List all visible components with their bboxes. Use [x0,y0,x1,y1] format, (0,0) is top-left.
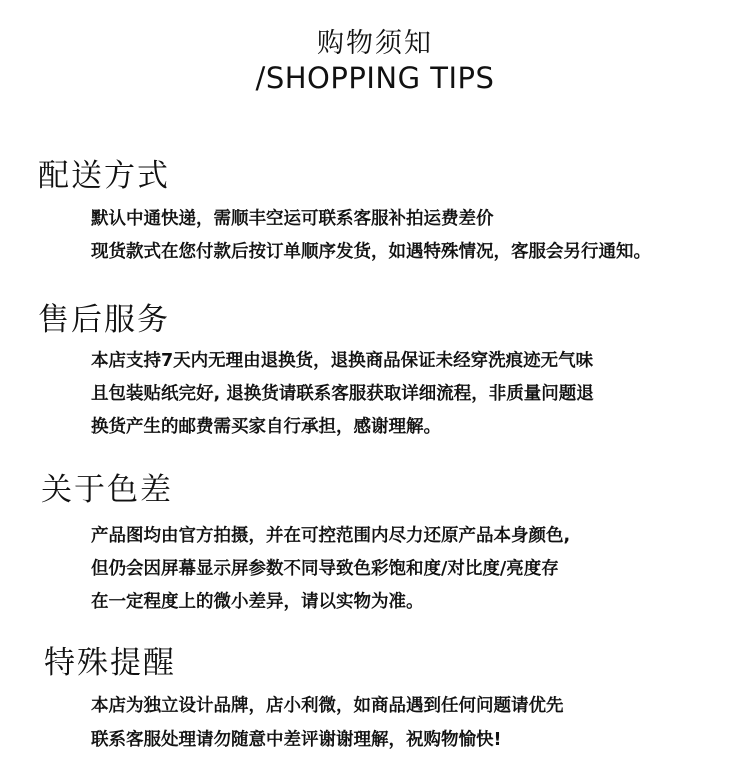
delivery-line-2: 现货款式在您付款后按订单顺序发货，如遇特殊情况，客服会另行通知。 [91,242,651,262]
after-sales-line-2: 且包装贴纸完好, 退换货请联系客服获取详细流程，非质量问题退 [91,384,594,404]
special-notice-line-2: 联系客服处理请勿随意中差评谢谢理解，祝购物愉快! [91,730,502,750]
delivery-line-1: 默认中通快递，需顺丰空运可联系客服补拍运费差价 [91,209,494,229]
section-title-after-sales: 售后服务 [38,302,170,338]
section-title-color-difference: 关于色差 [41,472,173,508]
special-notice-line-1: 本店为独立设计品牌，店小利微，如商品遇到任何问题请优先 [91,696,564,716]
color-difference-line-3: 在一定程度上的微小差异，请以实物为准。 [91,592,424,612]
page-title-english: /SHOPPING TIPS [255,61,495,95]
page-title-chinese: 购物须知 [317,28,433,59]
after-sales-line-3: 换货产生的邮费需买家自行承担，感谢理解。 [91,417,441,437]
page-header [0,28,750,96]
color-difference-line-1: 产品图均由官方拍摄，并在可控范围内尽力还原产品本身颜色, [91,526,571,546]
after-sales-line-1: 本店支持7天内无理由退换货，退换商品保证未经穿洗痕迹无气味 [91,351,594,371]
color-difference-line-2: 但仍会因屏幕显示屏参数不同导致色彩饱和度/对比度/亮度存 [91,559,559,579]
section-title-special-notice: 特殊提醒 [44,645,176,681]
section-title-delivery: 配送方式 [38,158,170,194]
